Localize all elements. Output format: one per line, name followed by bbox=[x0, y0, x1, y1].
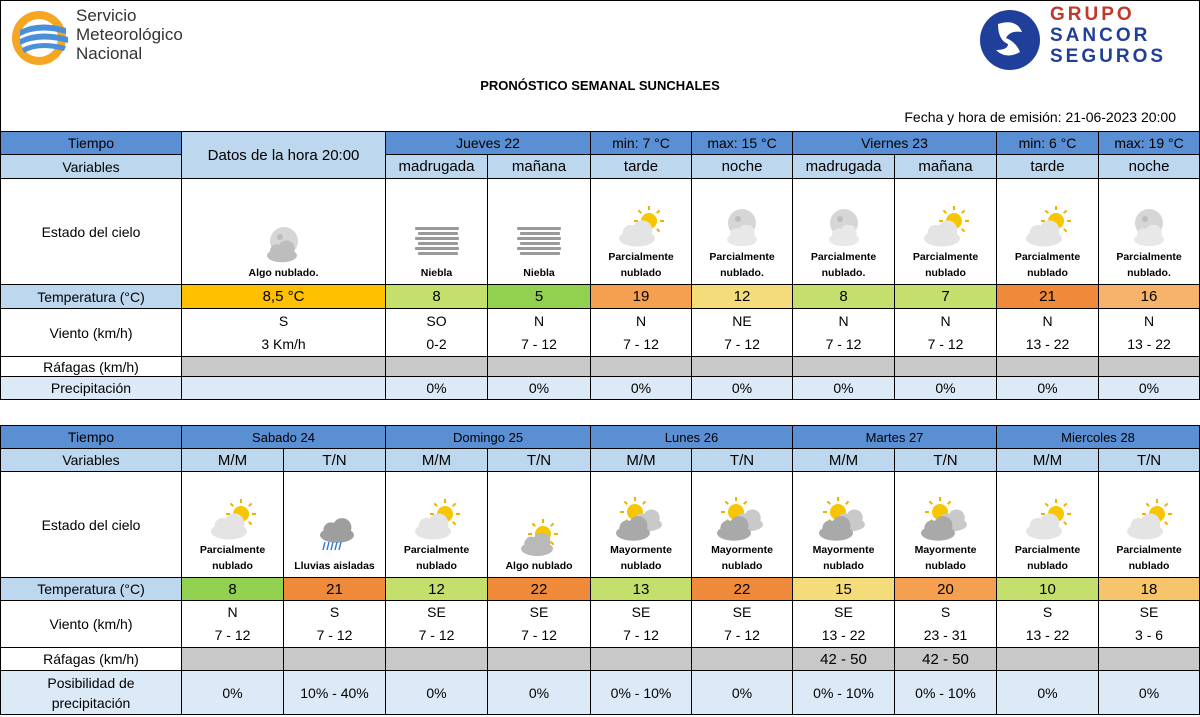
sky-cell bbox=[488, 472, 591, 578]
sky-condition-text: Parcialmente nublado bbox=[403, 544, 470, 572]
gust-value: 42 - 50 bbox=[895, 648, 997, 671]
wind-cell bbox=[488, 309, 591, 357]
wind-direction: N bbox=[1143, 312, 1155, 329]
min-temp-jueves: min: 7 °C bbox=[591, 132, 692, 155]
wind-speed: 13 - 22 bbox=[821, 627, 866, 643]
wind-direction: NE bbox=[732, 312, 752, 329]
sky-condition-text: Algo nublado. bbox=[248, 267, 319, 279]
wind-direction: SO bbox=[426, 312, 447, 329]
wind-speed: 7 - 12 bbox=[724, 335, 760, 352]
wind-cell bbox=[1099, 309, 1200, 357]
temp-value: 22 bbox=[692, 578, 793, 601]
precip-value bbox=[182, 377, 386, 400]
partly-cloudy-icon bbox=[182, 496, 283, 542]
gust-value bbox=[386, 357, 488, 377]
wind-speed: 13 - 22 bbox=[1127, 335, 1171, 352]
sky-cell bbox=[591, 179, 692, 285]
wind-cell bbox=[997, 601, 1099, 648]
partly-cloudy-icon bbox=[1099, 496, 1199, 542]
precip-value: 0% - 10% bbox=[591, 671, 692, 715]
temp-value: 21 bbox=[284, 578, 386, 601]
sky-cell bbox=[692, 472, 793, 578]
wind-direction: S bbox=[329, 604, 340, 620]
wind-speed: 7 - 12 bbox=[825, 335, 862, 352]
sky-condition-text: Mayormente nublado bbox=[711, 544, 773, 572]
period-cell: M/M bbox=[386, 449, 488, 472]
sky-condition-text: Mayormente nublado bbox=[914, 544, 977, 572]
sky-condition-text: Parcialmente nublado. bbox=[810, 251, 877, 279]
sancor-line-1: GRUPO bbox=[1050, 4, 1135, 25]
smn-line-1: Servicio bbox=[76, 6, 137, 25]
sky-cell bbox=[895, 179, 997, 285]
wind-speed: 0-2 bbox=[426, 335, 447, 352]
sky-cell bbox=[386, 179, 488, 285]
period-cell: tarde bbox=[997, 155, 1099, 179]
forecast-table-1 bbox=[0, 131, 1200, 400]
sky-condition-text: Lluvias aisladas bbox=[294, 560, 375, 572]
wind-direction: N bbox=[940, 312, 951, 329]
period-cell: tarde bbox=[591, 155, 692, 179]
gust-value bbox=[591, 648, 692, 671]
smn-line-3: Nacional bbox=[76, 44, 143, 63]
temp-value: 16 bbox=[1099, 285, 1200, 309]
smn-line-2: Meteorológico bbox=[76, 25, 183, 44]
period-cell: M/M bbox=[997, 449, 1099, 472]
sky-condition-text: Niebla bbox=[523, 267, 555, 279]
sky-condition-text: Parcialmente nublado bbox=[1014, 251, 1081, 279]
gust-value bbox=[692, 357, 793, 377]
wind-cell bbox=[895, 601, 997, 648]
temp-label: Temperatura (°C) bbox=[1, 285, 182, 309]
sky-cell bbox=[182, 472, 284, 578]
night-cloudy-icon bbox=[182, 219, 385, 265]
gust-value bbox=[895, 357, 997, 377]
day-header: Lunes 26 bbox=[591, 426, 793, 449]
sky-cell bbox=[182, 179, 386, 285]
wind-cell bbox=[182, 309, 386, 357]
temp-label: Temperatura (°C) bbox=[1, 578, 182, 601]
wind-cell bbox=[997, 309, 1099, 357]
precip-value: 10% - 40% bbox=[284, 671, 386, 715]
precip-value: 0% bbox=[1099, 377, 1200, 400]
precip-value: 0% bbox=[591, 377, 692, 400]
gust-label: Ráfagas (km/h) bbox=[1, 357, 182, 377]
wind-cell bbox=[692, 309, 793, 357]
gust-value bbox=[591, 357, 692, 377]
wind-cell bbox=[591, 601, 692, 648]
sky-cell bbox=[1099, 472, 1200, 578]
tiempo-label: Tiempo bbox=[1, 132, 182, 155]
precip-value: 0% bbox=[692, 671, 793, 715]
day-header: Miercoles 28 bbox=[997, 426, 1200, 449]
wind-speed: 7 - 12 bbox=[521, 335, 557, 352]
wind-direction: S bbox=[1042, 604, 1053, 620]
mostly-cloudy-icon bbox=[793, 496, 894, 542]
sky-cell bbox=[895, 472, 997, 578]
day-header: Martes 27 bbox=[793, 426, 997, 449]
wind-direction: SE bbox=[834, 604, 853, 620]
sky-condition-text: Mayormente nublado bbox=[610, 544, 672, 572]
wind-cell bbox=[182, 601, 284, 648]
sky-condition-text: Parcialmente nublado bbox=[1116, 544, 1182, 572]
precip-value: 0% bbox=[386, 671, 488, 715]
precip-value: 0% bbox=[997, 671, 1099, 715]
sky-cell bbox=[997, 472, 1099, 578]
partly-cloudy-icon bbox=[997, 496, 1098, 542]
period-cell: noche bbox=[1099, 155, 1200, 179]
current-data-header: Datos de la hora 20:00 bbox=[182, 132, 386, 179]
precip-value: 0% bbox=[1099, 671, 1200, 715]
wind-speed: 13 - 22 bbox=[1025, 627, 1070, 643]
precip-value: 0% bbox=[488, 377, 591, 400]
gust-value bbox=[692, 648, 793, 671]
wind-speed: 3 - 6 bbox=[1135, 627, 1164, 643]
temp-value: 19 bbox=[591, 285, 692, 309]
day-header-jueves: Jueves 22 bbox=[386, 132, 591, 155]
wind-cell bbox=[1099, 601, 1200, 648]
period-cell: mañana bbox=[488, 155, 591, 179]
wind-cell bbox=[591, 309, 692, 357]
sancor-line-2: SANCOR bbox=[1050, 25, 1151, 46]
min-temp-viernes: min: 6 °C bbox=[997, 132, 1099, 155]
gust-value: 42 - 50 bbox=[793, 648, 895, 671]
smn-name bbox=[76, 6, 183, 63]
sky-cell bbox=[793, 179, 895, 285]
sancor-line-3: SEGUROS bbox=[1050, 46, 1167, 67]
period-cell: M/M bbox=[591, 449, 692, 472]
sky-condition-text: Parcialmente nublado bbox=[1014, 544, 1081, 572]
gust-value bbox=[488, 357, 591, 377]
precip-value: 0% bbox=[895, 377, 997, 400]
temp-value: 10 bbox=[997, 578, 1099, 601]
wind-direction: SE bbox=[427, 604, 446, 620]
gust-value bbox=[386, 648, 488, 671]
sky-condition-text: Parcialmente nublado. bbox=[709, 251, 775, 279]
precip-value: 0% bbox=[386, 377, 488, 400]
period-cell: T/N bbox=[488, 449, 591, 472]
gust-value bbox=[284, 648, 386, 671]
variables-label: Variables bbox=[1, 449, 182, 472]
night-partly-cloudy-icon bbox=[793, 203, 894, 249]
sky-condition-text: Parcialmente nublado bbox=[912, 251, 979, 279]
temp-value: 7 bbox=[895, 285, 997, 309]
gust-value bbox=[997, 357, 1099, 377]
partly-cloudy-icon bbox=[895, 203, 996, 249]
day-header-viernes: Viernes 23 bbox=[793, 132, 997, 155]
fog-icon bbox=[386, 219, 487, 265]
fog-icon bbox=[488, 219, 590, 265]
mostly-cloudy-icon bbox=[895, 496, 996, 542]
sky-cell bbox=[997, 179, 1099, 285]
wind-direction: N bbox=[533, 312, 545, 329]
precip-label bbox=[1, 671, 182, 715]
partly-cloudy-icon bbox=[386, 496, 487, 542]
wind-speed: 3 Km/h bbox=[261, 335, 306, 352]
wind-cell bbox=[386, 309, 488, 357]
night-partly-cloudy-icon bbox=[692, 203, 792, 249]
sky-condition-text: Algo nublado bbox=[505, 560, 573, 572]
wind-speed: 7 - 12 bbox=[521, 627, 557, 643]
period-cell: madrugada bbox=[386, 155, 488, 179]
wind-direction: SE bbox=[732, 604, 752, 620]
precip-value: 0% - 10% bbox=[895, 671, 997, 715]
period-cell: T/N bbox=[1099, 449, 1200, 472]
temp-value: 12 bbox=[386, 578, 488, 601]
period-cell: M/M bbox=[182, 449, 284, 472]
wind-speed: 7 - 12 bbox=[623, 335, 659, 352]
rain-icon bbox=[284, 512, 385, 558]
wind-direction: SE bbox=[631, 604, 651, 620]
wind-cell bbox=[895, 309, 997, 357]
wind-direction: SE bbox=[1139, 604, 1159, 620]
sky-cell bbox=[591, 472, 692, 578]
period-cell: madrugada bbox=[793, 155, 895, 179]
sky-cell bbox=[386, 472, 488, 578]
wind-cell bbox=[488, 601, 591, 648]
wind-direction: SE bbox=[529, 604, 549, 620]
variables-label: Variables bbox=[1, 155, 182, 179]
max-temp-viernes: max: 19 °C bbox=[1099, 132, 1200, 155]
max-temp-jueves: max: 15 °C bbox=[692, 132, 793, 155]
wind-speed: 7 - 12 bbox=[316, 627, 353, 643]
wind-cell bbox=[386, 601, 488, 648]
wind-direction: S bbox=[940, 604, 951, 620]
wind-speed: 23 - 31 bbox=[923, 627, 968, 643]
wind-speed: 7 - 12 bbox=[418, 627, 455, 643]
precip-value: 0% bbox=[488, 671, 591, 715]
temp-value: 20 bbox=[895, 578, 997, 601]
sky-condition-text: Parcialmente nublado bbox=[199, 544, 266, 572]
temp-value: 15 bbox=[793, 578, 895, 601]
wind-direction: S bbox=[278, 312, 289, 329]
precip-value: 0% bbox=[182, 671, 284, 715]
temp-value: 8 bbox=[386, 285, 488, 309]
temp-value: 18 bbox=[1099, 578, 1200, 601]
wind-speed: 7 - 12 bbox=[724, 627, 760, 643]
gust-value bbox=[182, 357, 386, 377]
period-cell: T/N bbox=[692, 449, 793, 472]
temp-value: 22 bbox=[488, 578, 591, 601]
precip-label-line-1: Posibilidad de bbox=[47, 674, 135, 691]
precip-value: 0% bbox=[793, 377, 895, 400]
gust-value bbox=[997, 648, 1099, 671]
gust-label: Ráfagas (km/h) bbox=[1, 648, 182, 671]
wind-cell bbox=[793, 309, 895, 357]
precip-value: 0% bbox=[997, 377, 1099, 400]
wind-cell bbox=[284, 601, 386, 648]
sky-condition-text: Parcialmente nublado. bbox=[1116, 251, 1182, 279]
period-cell: noche bbox=[692, 155, 793, 179]
period-cell: mañana bbox=[895, 155, 997, 179]
sky-label: Estado del cielo bbox=[1, 179, 182, 285]
temp-value: 21 bbox=[997, 285, 1099, 309]
wind-speed: 13 - 22 bbox=[1025, 335, 1070, 352]
emission-date: Fecha y hora de emisión: 21-06-2023 20:00 bbox=[904, 109, 1176, 125]
precip-value: 0% - 10% bbox=[793, 671, 895, 715]
wind-direction: N bbox=[227, 604, 238, 620]
gust-value bbox=[182, 648, 284, 671]
sky-condition-text: Parcialmente nublado bbox=[608, 251, 674, 279]
sky-label: Estado del cielo bbox=[1, 472, 182, 578]
sky-cell bbox=[488, 179, 591, 285]
forecast-table-2 bbox=[0, 425, 1200, 715]
gust-value bbox=[1099, 648, 1200, 671]
partly-cloudy-icon bbox=[591, 203, 691, 249]
wind-cell bbox=[793, 601, 895, 648]
wind-direction: N bbox=[635, 312, 647, 329]
gust-value bbox=[1099, 357, 1200, 377]
period-cell: T/N bbox=[895, 449, 997, 472]
wind-speed: 7 - 12 bbox=[927, 335, 964, 352]
wind-direction: N bbox=[1042, 312, 1053, 329]
temp-value: 8 bbox=[793, 285, 895, 309]
wind-direction: N bbox=[838, 312, 849, 329]
mostly-cloudy-icon bbox=[591, 496, 691, 542]
sky-condition-text: Mayormente nublado bbox=[812, 544, 875, 572]
gust-value bbox=[793, 357, 895, 377]
sky-cell bbox=[793, 472, 895, 578]
temp-value: 12 bbox=[692, 285, 793, 309]
temp-value: 5 bbox=[488, 285, 591, 309]
sky-cell bbox=[692, 179, 793, 285]
sancor-name bbox=[1050, 4, 1166, 67]
night-partly-cloudy-icon bbox=[1099, 203, 1199, 249]
precip-label: Precipitación bbox=[1, 377, 182, 400]
temp-value: 13 bbox=[591, 578, 692, 601]
sun-cloud-icon bbox=[488, 512, 590, 558]
sky-condition-text: Niebla bbox=[420, 267, 453, 279]
wind-cell bbox=[692, 601, 793, 648]
wind-speed: 7 - 12 bbox=[623, 627, 659, 643]
period-cell: M/M bbox=[793, 449, 895, 472]
partly-cloudy-icon bbox=[997, 203, 1098, 249]
sky-cell bbox=[1099, 179, 1200, 285]
period-cell: T/N bbox=[284, 449, 386, 472]
wind-label: Viento (km/h) bbox=[1, 601, 182, 648]
tiempo-label: Tiempo bbox=[1, 426, 182, 449]
day-header: Domingo 25 bbox=[386, 426, 591, 449]
report-title: PRONÓSTICO SEMANAL SUNCHALES bbox=[480, 78, 720, 93]
temp-value: 8 bbox=[182, 578, 284, 601]
mostly-cloudy-icon bbox=[692, 496, 792, 542]
temp-value: 8,5 °C bbox=[182, 285, 386, 309]
day-header: Sabado 24 bbox=[182, 426, 386, 449]
sky-cell bbox=[284, 472, 386, 578]
gust-value bbox=[488, 648, 591, 671]
wind-speed: 7 - 12 bbox=[214, 627, 251, 643]
wind-label: Viento (km/h) bbox=[1, 309, 182, 357]
precip-label-line-2: precipitación bbox=[51, 694, 131, 711]
precip-value: 0% bbox=[692, 377, 793, 400]
